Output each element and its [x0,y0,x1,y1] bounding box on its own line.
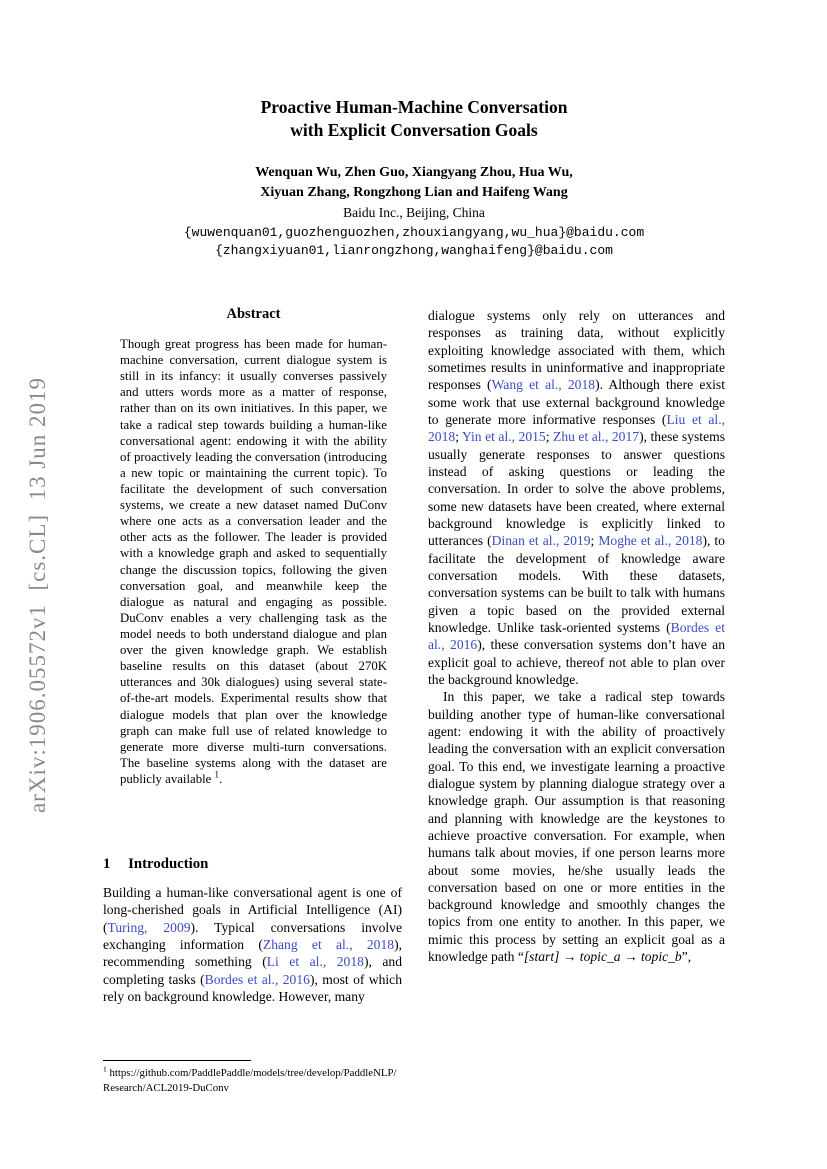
footnote-marker: 1 [103,1064,107,1074]
right-column [428,307,725,965]
citation-link[interactable]: Bordes et al., 2016 [204,971,310,987]
citation-link[interactable]: Zhu et al., 2017 [553,429,640,445]
email-line-2[interactable]: {zhangxiyuan01,lianrongzhong,wanghaifeng}@baidu.com [215,243,613,259]
section-heading-introduction [103,856,402,873]
citation-link[interactable]: Moghe et al., 2018 [598,533,703,549]
right-paragraph-2: In this paper, we take a radical step towards building another type of human-like conversational agent: endowing it with the ability of proactively leading the conversation with an explicit conversation goal. To this end, we investigate learning a proactive dialogue system by planning dialogue strategy over a knowledge graph. Our assumption is that reasoning and planning with knowledge are the keystones to achieve proactive conversation. For example, when humans talk about movies, if one person learns more about some movies, he/she usually leads the conversation based on one or more entities in the background knowledge and smoothly changes the topics from one entity to another. In this paper, we mimic this process by setting an explicit goal as a knowledge path “[start] → topic_a → topic_b”, [428,689,725,965]
title-line-1: Proactive Human-Machine Conversation [260,97,568,117]
abstract-heading: Abstract [226,306,281,322]
footnote-url[interactable]: https://github.com/PaddlePaddle/models/tree/develop/PaddleNLP/Research/ACL2019-DuConv [103,1067,397,1094]
footnote [103,1060,403,1095]
italic-text: [start] → topic_a → topic_b [523,949,682,965]
intro-paragraph-1: Building a human-like conversational agent is one of long-cherished goals in Artificial Intelligence (AI) (Turing, 2009). Typical conversations involve exchanging information (Zhang et al., 2018), recommending something (Li et al., 2018), and completing tasks (Bordes et al., 2016), most of which rely on background knowledge. However, many [103,885,403,1004]
right-paragraph-1: dialogue systems only rely on utterances and responses as training data, without explicitly exploiting knowledge associated with them, which sometimes results in uninformative and inappropriate responses (Wang et al., 2018). Although there exist some work that use external background knowledge to generate more informative responses (Liu et al., 2018; Yin et al., 2015; Zhu et al., 2017), these systems usually generate responses to answer questions instead of asking questions or leading the conversation. In order to solve the above problems, some new datasets have been created, where external background knowledge is explicitly linked to utterances (Dinan et al., 2019; Moghe et al., 2018), to facilitate the development of knowledge aware conversation models. With these datasets, conversation systems can be built to talk with humans given a topic based on the provided external knowledge. Unlike task-oriented systems (Bordes et al., 2016), these conversation systems don’t have an explicit goal to achieve, thereof not able to plan over the background knowledge. [428,308,725,687]
abstract-section [120,306,387,787]
citation-link[interactable]: Turing, 2009 [107,919,191,935]
paper-header [103,96,725,261]
citation-link[interactable]: Dinan et al., 2019 [491,533,591,549]
authors-line-2: Xiyuan Zhang, Rongzhong Lian and Haifeng Wang [260,184,568,200]
arxiv-watermark: arXiv:1906.05572v1 [cs.CL] 13 Jun 2019 [25,376,50,814]
footnote-text [103,1066,403,1095]
section-title: Introduction [128,856,209,872]
footnote-ref[interactable]: 1 [214,769,220,780]
authors-line-1: Wenquan Wu, Zhen Guo, Xiangyang Zhou, Hua Wu, [255,165,573,181]
authors [103,163,725,202]
affiliation: Baidu Inc., Beijing, China [343,204,485,220]
citation-link[interactable]: Li et al., 2018 [266,954,364,970]
paper-title [103,96,725,142]
section-number: 1 [103,856,111,872]
email-block [103,224,725,261]
citation-link[interactable]: Wang et al., 2018 [491,377,596,393]
citation-link[interactable]: Zhang et al., 2018 [262,936,395,952]
title-line-2: with Explicit Conversation Goals [290,120,538,141]
abstract-body: Though great progress has been made for human-machine conversation, current dialogue system is still in its infancy: it usually converses passively and utters words more as a matter of response, rather than on its own initiatives. In this paper, we take a radical step towards building a human-like conversational agent: endowing it with the ability of proactively leading the conversation (introducing a new topic or maintaining the current topic). To facilitate the development of such conversation systems, we create a new dataset named DuConv where one acts as a conversation leader and the other acts as the follower. The leader is provided with a knowledge graph and asked to sequentially change the discussion topics, following the given conversation goal, and meanwhile keep the dialogue as natural and engaging as possible. DuConv enables a very challenging task as the model needs to both understand dialogue and plan over the given knowledge graph. We establish baseline results on this dataset (about 270K utterances and 30k dialogues) using several state-of-the-art models. Experimental results show that dialogue models that plan over the knowledge graph can make full use of related knowledge to generate more diverse multi-turn conversations. The baseline systems along with the dataset are publicly available $^1$. [120,337,387,786]
footnote-rule [103,1060,251,1061]
citation-link[interactable]: Yin et al., 2015 [461,429,546,445]
introduction-section [103,856,402,1005]
email-line-1[interactable]: {wuwenquan01,guozhenguozhen,zhouxiangyang,wu_hua}@baidu.com [183,224,645,240]
citation-link[interactable]: Liu et al., 2018 [428,411,725,445]
citation-link[interactable]: Bordes et al., 2016 [428,619,725,653]
